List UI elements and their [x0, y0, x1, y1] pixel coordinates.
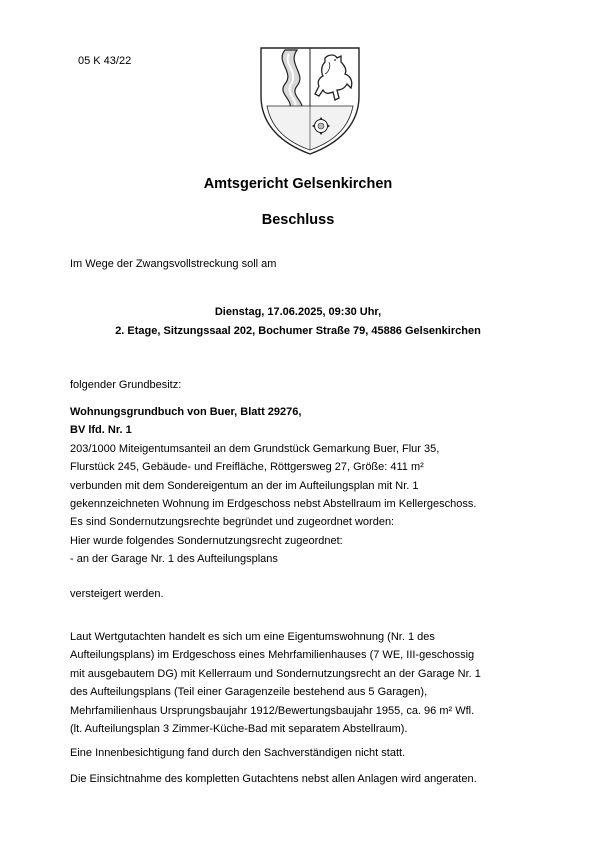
property-title-1: Wohnungsgrundbuch von Buer, Blatt 29276, [70, 406, 302, 418]
property-line: Hier wurde folgendes Sondernutzungsrecht zugeordnet: [70, 534, 343, 547]
valuation-line: Laut Wertgutachten handelt es sich um eine Eigentumswohnung (Nr. 1 des [70, 631, 435, 643]
property-title-2: BV lfd. Nr. 1 [70, 424, 132, 437]
property-description [70, 403, 476, 569]
recommendation-note: Die Einsichtnahme des kompletten Gutachtens nebst allen Anlagen wird angeraten. [70, 773, 477, 785]
property-line: Es sind Sondernutzungsrechte begründet und zugeordnet worden: [70, 516, 395, 529]
court-name: Amtsgericht Gelsenkirchen [203, 176, 393, 192]
valuation-line: Aufteilungsplans) im Erdgeschoss eines Mehrfamilienhauses (7 WE, III-geschossig [70, 649, 475, 662]
inspection-note: Eine Innenbesichtigung fand durch den Sachverständigen nicht statt. [70, 747, 406, 759]
auction-date: Dienstag, 17.06.2025, 09:30 Uhr, [214, 306, 382, 318]
document-type: Beschluss [261, 212, 335, 228]
property-line: Flurstück 245, Gebäude- und Freifläche, Röttgersweg 27, Größe: 411 m² [70, 461, 424, 474]
property-intro: folgender Grundbesitz: [70, 379, 182, 391]
auction-statement: versteigert werden. [70, 588, 164, 600]
property-line: verbunden mit dem Sondereigentum an der im Aufteilungsplan mit Nr. 1 [70, 479, 419, 492]
property-line: 203/1000 Miteigentumsanteil an dem Grundstück Gemarkung Buer, Flur 35, [70, 442, 440, 455]
nrw-coat-of-arms-icon [255, 44, 365, 156]
case-reference: 05 K 43/22 [78, 55, 132, 67]
intro-text: Im Wege der Zwangsvollstreckung soll am [70, 258, 277, 270]
valuation-description [70, 628, 481, 738]
valuation-line: mit ausgebautem DG) mit Kellerraum und Sondernutzungsrecht an der Garage Nr. 1 [70, 667, 481, 680]
valuation-line: des Aufteilungsplans (Teil einer Garagenzeile bestehend aus 5 Garagen), [70, 686, 428, 699]
property-line: gekennzeichneten Wohnung im Erdgeschoss nebst Abstellraum im Kellergeschoss. [70, 498, 477, 511]
valuation-line: (lt. Aufteilungsplan 3 Zimmer-Küche-Bad mit separatem Abstellraum). [70, 723, 408, 736]
property-line: - an der Garage Nr. 1 des Aufteilungsplans [70, 553, 278, 566]
auction-location: 2. Etage, Sitzungssaal 202, Bochumer Straße 79, 45886 Gelsenkirchen [115, 325, 481, 337]
valuation-line: Mehrfamilienhaus Ursprungsbaujahr 1912/Bewertungsbaujahr 1955, ca. 96 m² Wfl. [70, 704, 475, 717]
